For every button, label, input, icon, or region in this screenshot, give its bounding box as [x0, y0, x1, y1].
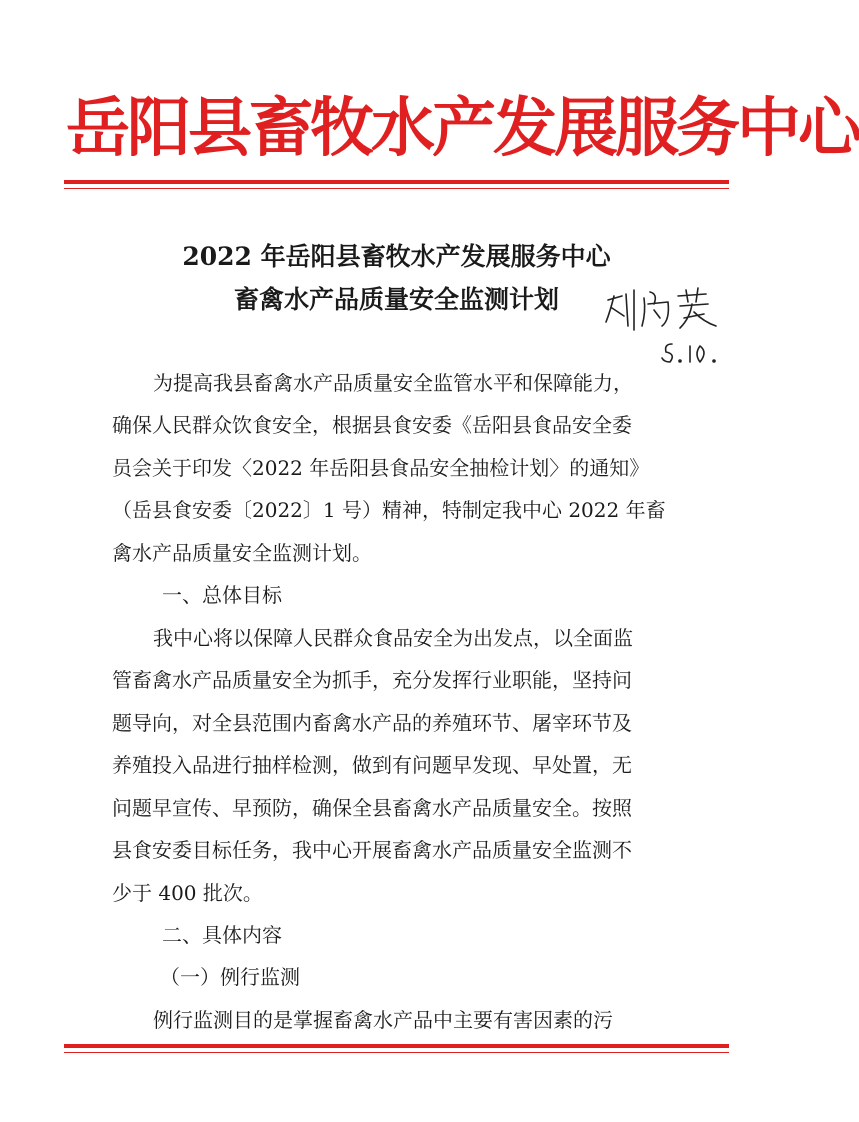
intro-line: 员会关于印发〈2022 年岳阳县食品安全抽检计划〉的通知》: [112, 456, 650, 480]
doc-title-line1: 2022 年岳阳县畜牧水产发展服务中心: [182, 242, 611, 271]
intro-line: 禽水产品质量安全监测计划。: [112, 541, 372, 565]
organization-header: 岳阳县畜牧水产发展服务中心: [66, 91, 859, 166]
section1-line: 养殖投入品进行抽样检测，做到有问题早发现、早处置，无: [112, 753, 632, 777]
section1-line: 题导向，对全县范围内畜禽水产品的养殖环节、屠宰环节及: [112, 711, 632, 735]
section1-line: 我中心将以保障人民群众食品安全为出发点，以全面监: [153, 626, 633, 650]
intro-line: 为提高我县畜禽水产品质量安全监管水平和保障能力，: [153, 371, 633, 395]
intro-line: （岳县食安委〔2022〕1 号）精神，特制定我中心 2022 年畜: [112, 498, 666, 522]
subsection1-line: 例行监测目的是掌握畜禽水产品中主要有害因素的污: [153, 1008, 613, 1032]
intro-line: 确保人民群众饮食安全，根据县食安委《岳阳县食品安全委: [112, 413, 632, 437]
section1-line: 问题早宣传、早预防，确保全县畜禽水产品质量安全。按照: [112, 796, 632, 820]
header-rule-thin: [64, 188, 729, 189]
section1-heading: 一、总体目标: [162, 583, 282, 607]
section1-line: 管畜禽水产品质量安全为抓手，充分发挥行业职能，坚持问: [112, 668, 632, 692]
section2-heading: 二、具体内容: [162, 923, 282, 947]
footer-rule-thin: [64, 1052, 729, 1053]
subsection1-heading: （一）例行监测: [160, 965, 300, 989]
header-rule-thick: [64, 180, 729, 184]
footer-rule-thick: [64, 1044, 729, 1048]
section1-line: 县食安委目标任务，我中心开展畜禽水产品质量安全监测不: [112, 838, 632, 862]
handwritten-signature: [600, 282, 740, 372]
doc-title-line2: 畜禽水产品质量安全监测计划: [233, 285, 559, 314]
section1-line: 少于 400 批次。: [112, 881, 263, 905]
